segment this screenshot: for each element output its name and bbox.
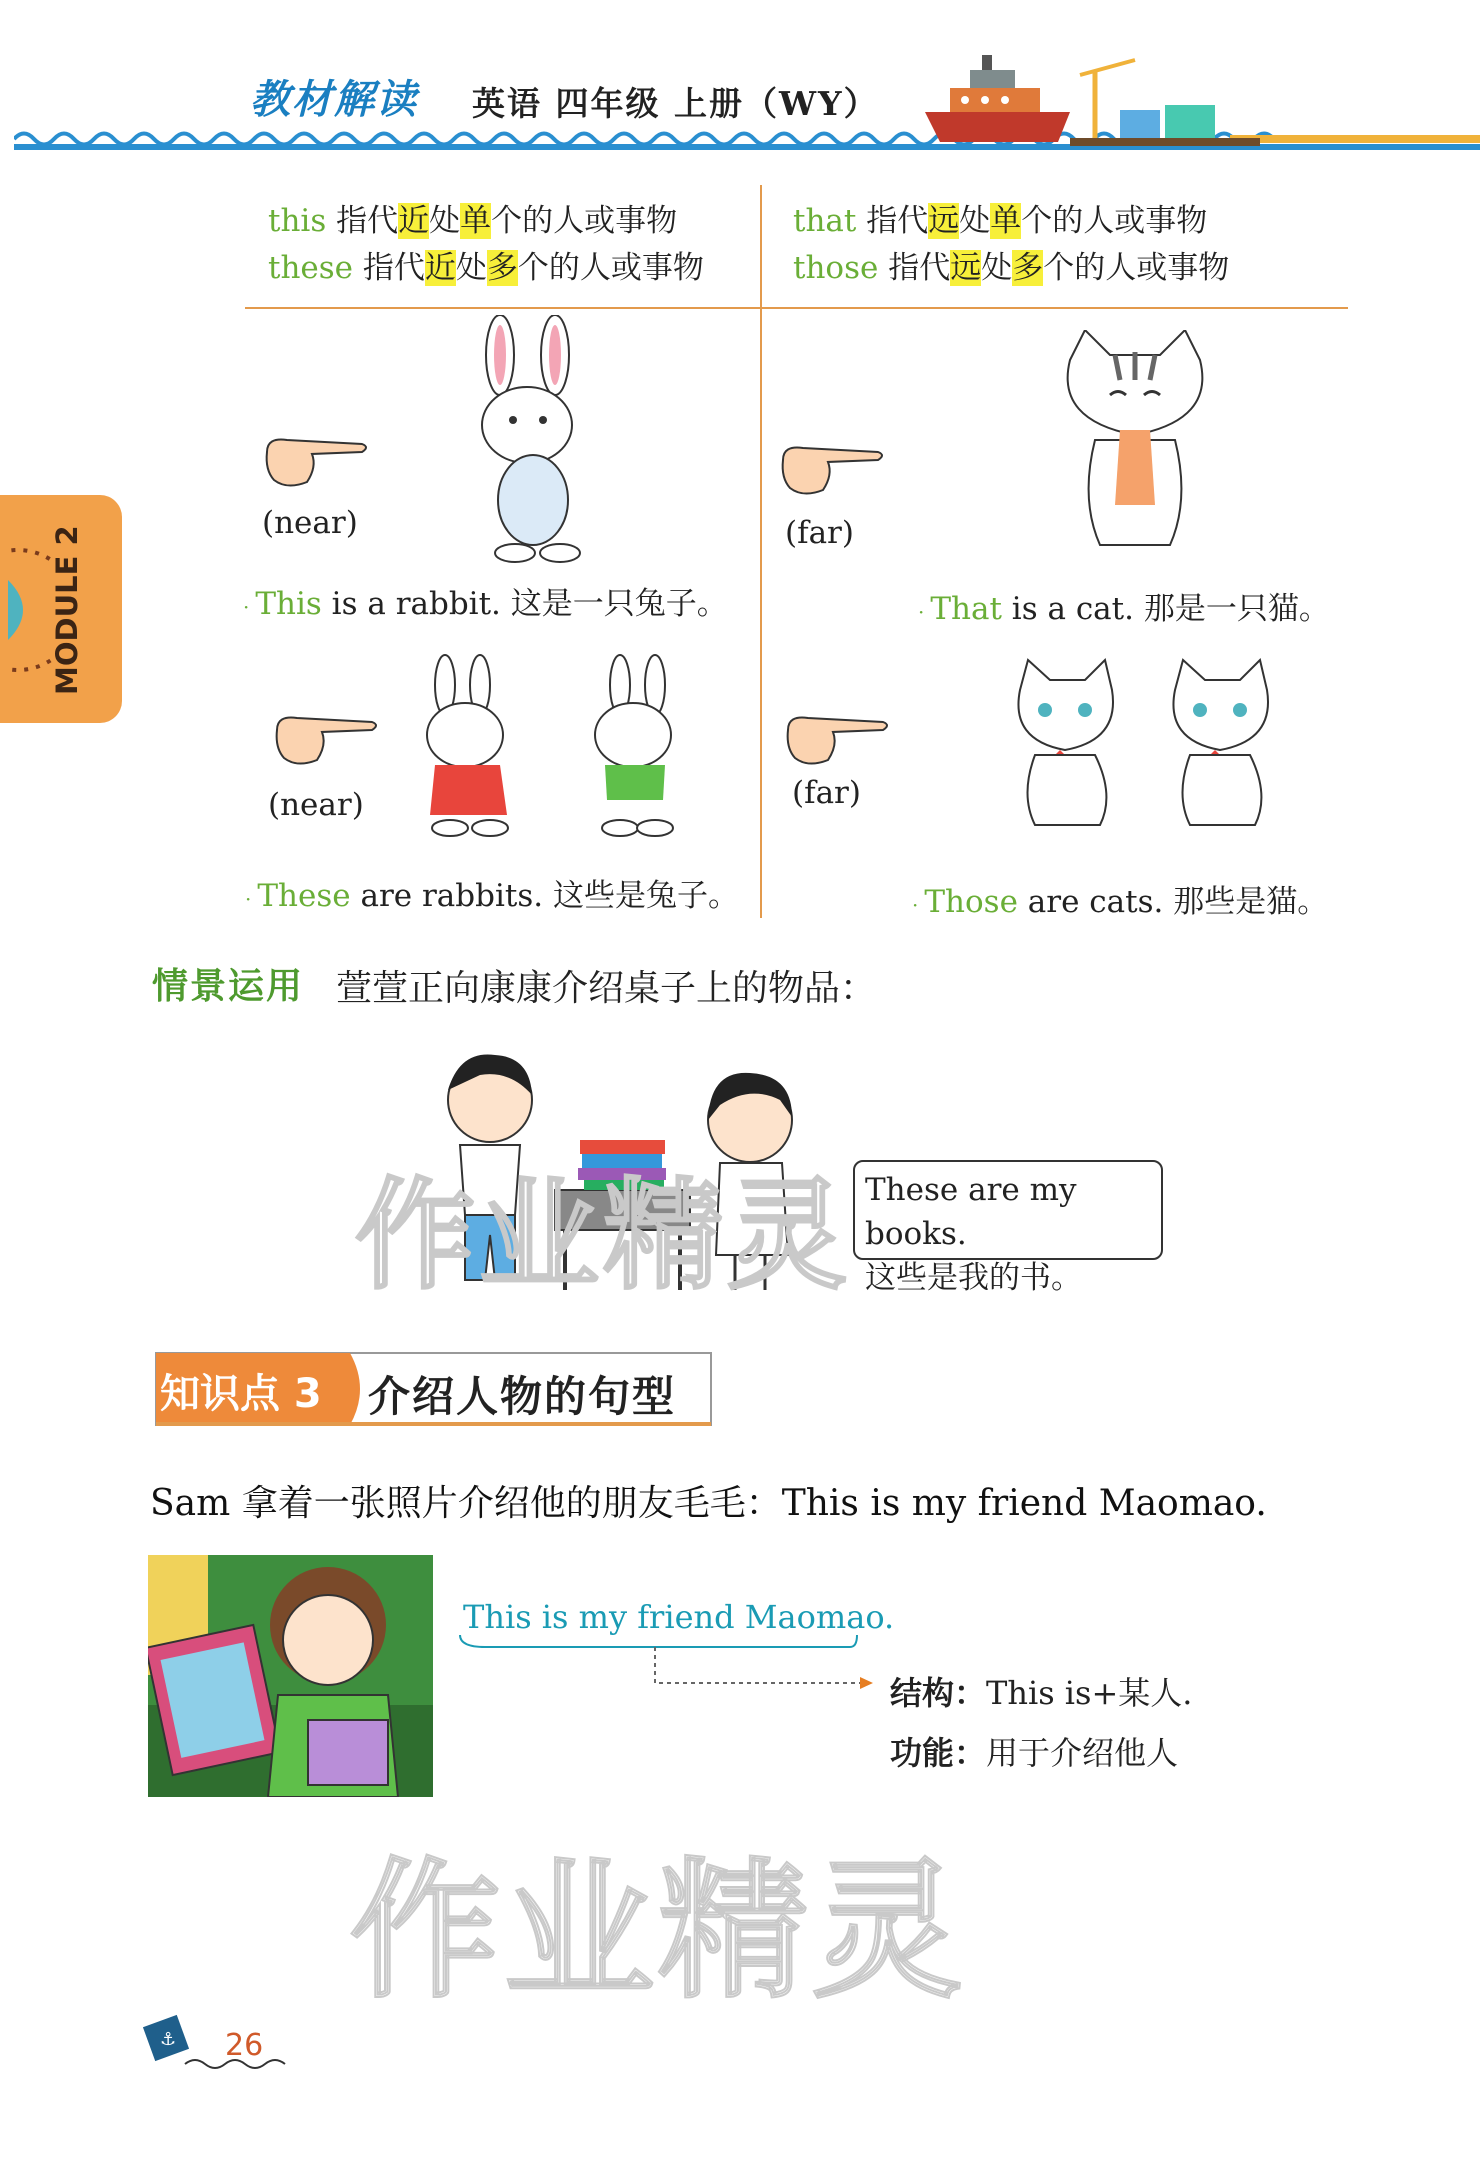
header-accent-bar (1230, 135, 1480, 143)
page-number: 26 (225, 2028, 264, 2063)
cat-illustration (1040, 330, 1230, 560)
two-rabbits-illustration (415, 650, 685, 840)
rule-those: those 指代远处多个的人或事物 (793, 250, 1230, 286)
bubble-english: These are my books. (865, 1172, 1077, 1252)
knowledge-point-title: 介绍人物的句型 (368, 1372, 677, 1421)
watermark: 作业精灵 (350, 1845, 967, 2019)
function-line: 功能：用于介绍他人 (890, 1734, 1179, 1772)
watermark: 作业精灵 (355, 1167, 851, 1306)
pointing-hand-icon (778, 440, 888, 500)
scenario-text: 萱萱正向康康介绍桌子上的物品： (336, 968, 877, 1009)
rule-that: that 指代远处单个的人或事物 (793, 203, 1208, 239)
svg-text:⚓: ⚓ (160, 2029, 177, 2050)
scenario-label: 情景运用 (152, 966, 305, 1007)
boy-with-photo-illustration (148, 1555, 433, 1797)
far-label: (far) (785, 515, 854, 551)
near-label: (near) (268, 787, 364, 823)
knowledge-point-badge: 知识点 3 (160, 1371, 322, 1417)
pointing-hand-icon (272, 710, 382, 770)
bubble-chinese: 这些是我的书。 (865, 1260, 1082, 1296)
table-divider-vertical (760, 185, 762, 918)
intro-sentence: Sam 拿着一张照片介绍他的朋友毛毛：This is my friend Maomao. (150, 1483, 1267, 1524)
example-these: · These are rabbits. 这些是兔子。 (245, 878, 739, 914)
brand-title: 教材解读 (250, 77, 418, 123)
anchor-footer-icon (140, 2012, 290, 2072)
example-this: · This is a rabbit. 这是一只兔子。 (243, 586, 728, 622)
ship-illustration (920, 50, 1260, 150)
structure-line: 结构：This is+某人. (890, 1674, 1193, 1712)
near-label: (near) (262, 505, 358, 541)
rule-these: these 指代近处多个的人或事物 (268, 250, 704, 286)
rabbit-illustration (455, 315, 605, 565)
table-divider-horizontal (245, 307, 1348, 309)
far-label: (far) (792, 775, 861, 811)
module-tab-decoration (8, 520, 52, 700)
speech-bubble (853, 1160, 1163, 1296)
two-cats-illustration (1000, 655, 1300, 835)
example-those: · Those are cats. 那些是猫。 (912, 884, 1329, 920)
book-title: 英语 四年级 上册（WY） (472, 84, 879, 123)
example-sentence: This is my friend Maomao. (463, 1598, 895, 1636)
sentence-bracket-arrow (455, 1635, 875, 1695)
example-that: · That is a cat. 那是一只猫。 (918, 591, 1330, 627)
rule-this: this 指代近处单个的人或事物 (268, 203, 678, 239)
module-label: MODULE 2 (50, 525, 84, 695)
pointing-hand-icon (262, 432, 372, 492)
pointing-hand-icon (783, 710, 893, 770)
